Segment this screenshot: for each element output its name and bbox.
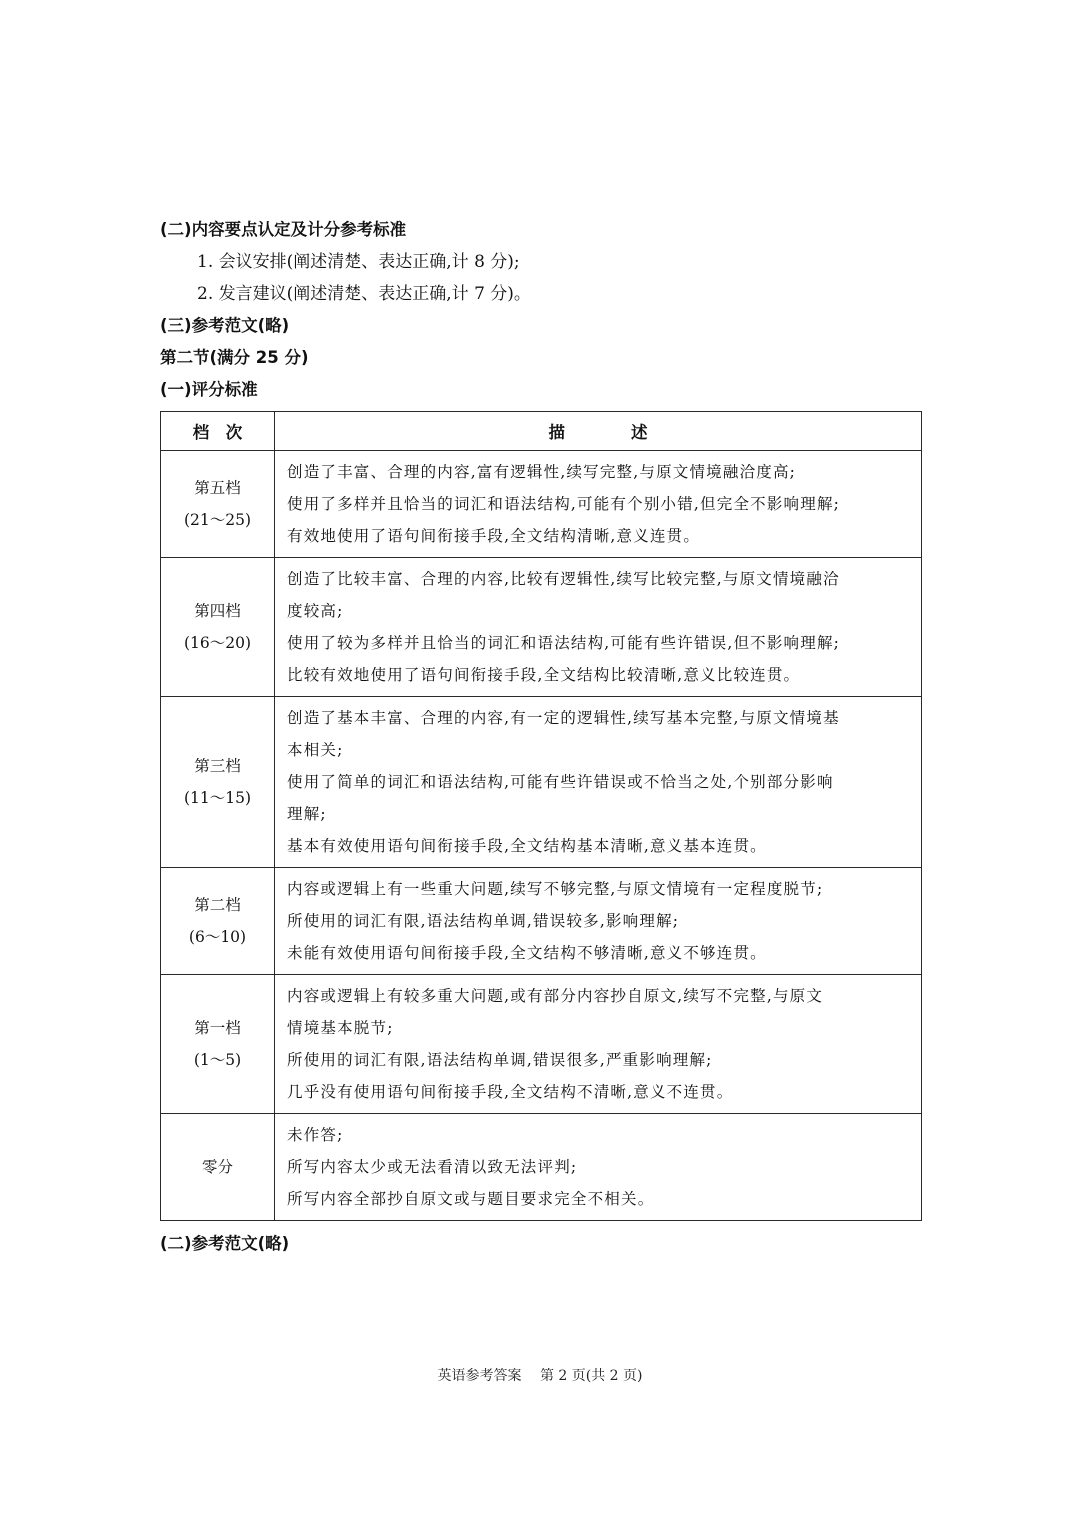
grading-table [160, 411, 922, 1221]
page-footer [0, 1366, 1080, 1386]
description-line: 使用了简单的词汇和语法结构,可能有些许错误或不恰当之处,个别部分影响 [287, 773, 834, 791]
grade-name: 第三档 [194, 757, 241, 775]
table-row [161, 451, 922, 558]
part2-title: 第二节(满分 25 分) [160, 348, 309, 367]
grade-range: (6～10) [188, 928, 247, 946]
content-point-2: 2. 发言建议(阐述清楚、表达正确,计 7 分)。 [197, 284, 531, 304]
grade-name: 第四档 [194, 602, 241, 620]
grade-cell [161, 1114, 275, 1221]
description-line: 有效地使用了语句间衔接手段,全文结构清晰,意义连贯。 [287, 527, 701, 545]
description-cell [275, 975, 922, 1114]
table-row [161, 697, 922, 868]
grade-range: (11～15) [183, 789, 252, 807]
grade-cell [161, 451, 275, 558]
description-line: 基本有效使用语句间衔接手段,全文结构基本清晰,意义基本连贯。 [287, 837, 767, 855]
description-line: 创造了比较丰富、合理的内容,比较有逻辑性,续写比较完整,与原文情境融洽 [287, 570, 840, 588]
grade-name: 零分 [201, 1158, 233, 1176]
description-line: 比较有效地使用了语句间衔接手段,全文结构比较清晰,意义比较连贯。 [287, 666, 801, 684]
description-line: 内容或逻辑上有较多重大问题,或有部分内容抄自原文,续写不完整,与原文 [287, 987, 824, 1005]
grade-name: 第五档 [194, 479, 241, 497]
description-line: 本相关; [287, 741, 344, 759]
table-row [161, 975, 922, 1114]
table-row [161, 558, 922, 697]
description-line: 未能有效使用语句间衔接手段,全文结构不够清晰,意义不够连贯。 [287, 944, 767, 962]
description-line: 度较高; [287, 602, 344, 620]
table-header-row [161, 412, 922, 451]
header-description: 描 述 [275, 412, 922, 451]
description-line: 所写内容全部抄自原文或与题目要求完全不相关。 [287, 1190, 655, 1208]
sample-essay-heading-2: (二)参考范文(略) [160, 1234, 290, 1253]
description-line: 情境基本脱节; [287, 1019, 394, 1037]
description-line: 所写内容太少或无法看清以致无法评判; [287, 1158, 578, 1176]
table-row [161, 1114, 922, 1221]
header-grade: 档 次 [161, 412, 275, 451]
sample-essay-heading-1: (三)参考范文(略) [160, 316, 290, 335]
description-line: 内容或逻辑上有一些重大问题,续写不够完整,与原文情境有一定程度脱节; [287, 880, 824, 898]
description-line: 未作答; [287, 1126, 344, 1144]
grading-criteria-heading: (一)评分标准 [160, 380, 258, 399]
grade-cell [161, 868, 275, 975]
footer-subject: 英语参考答案 [437, 1368, 522, 1384]
table-row [161, 868, 922, 975]
grade-cell [161, 975, 275, 1114]
description-cell [275, 451, 922, 558]
footer-page-number: 第 2 页(共 2 页) [539, 1368, 643, 1384]
description-line: 所使用的词汇有限,语法结构单调,错误很多,严重影响理解; [287, 1051, 713, 1069]
description-line: 创造了丰富、合理的内容,富有逻辑性,续写完整,与原文情境融洽度高; [287, 463, 797, 481]
grade-name: 第二档 [194, 896, 241, 914]
description-line: 使用了多样并且恰当的词汇和语法结构,可能有个别小错,但完全不影响理解; [287, 495, 841, 513]
grade-range: (21～25) [183, 511, 252, 529]
content-points-heading: (二)内容要点认定及计分参考标准 [160, 220, 407, 239]
description-line: 所使用的词汇有限,语法结构单调,错误较多,影响理解; [287, 912, 680, 930]
description-line: 创造了基本丰富、合理的内容,有一定的逻辑性,续写基本完整,与原文情境基 [287, 709, 840, 727]
description-line: 几乎没有使用语句间衔接手段,全文结构不清晰,意义不连贯。 [287, 1083, 734, 1101]
grade-name: 第一档 [194, 1019, 241, 1037]
description-line: 使用了较为多样并且恰当的词汇和语法结构,可能有些许错误,但不影响理解; [287, 634, 841, 652]
description-cell [275, 868, 922, 975]
description-cell [275, 1114, 922, 1221]
grade-range: (16～20) [183, 634, 252, 652]
content-point-1: 1. 会议安排(阐述清楚、表达正确,计 8 分); [197, 252, 520, 272]
grade-cell [161, 697, 275, 868]
description-cell [275, 558, 922, 697]
description-cell [275, 697, 922, 868]
description-line: 理解; [287, 805, 327, 823]
grade-cell [161, 558, 275, 697]
grade-range: (1～5) [193, 1051, 242, 1069]
